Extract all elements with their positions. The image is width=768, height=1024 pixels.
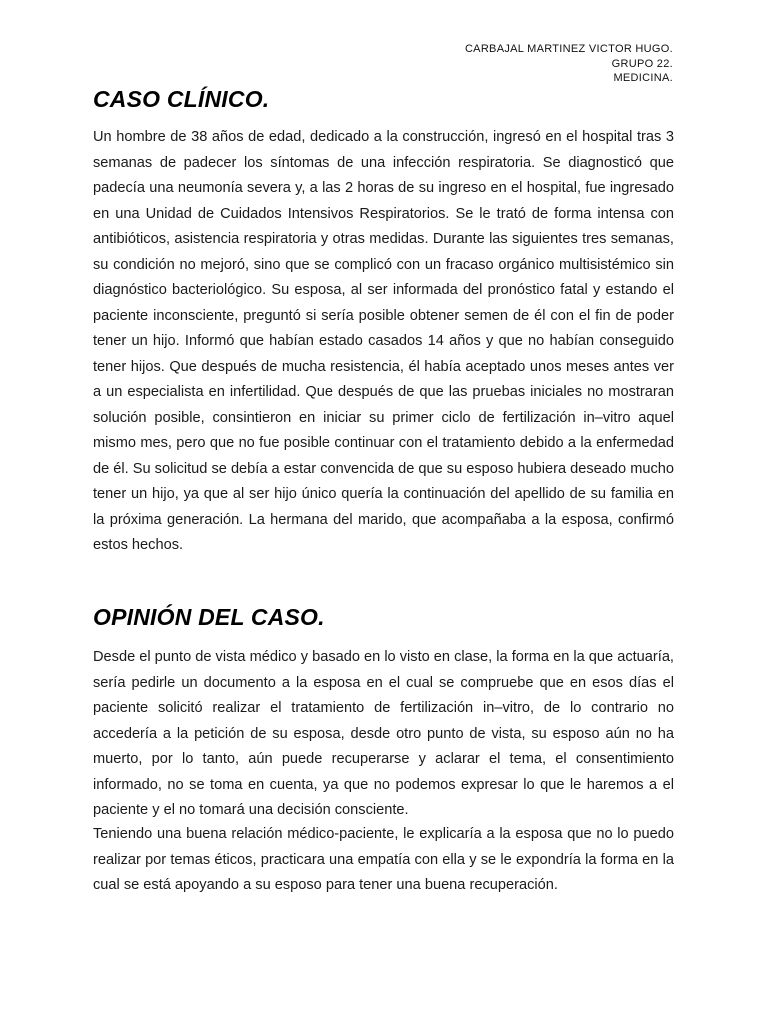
author-header bbox=[465, 42, 673, 86]
heading-caso-clinico: CASO CLÍNICO. bbox=[93, 86, 270, 112]
subject-label: MEDICINA. bbox=[613, 72, 673, 84]
heading-opinion-del-caso: OPINIÓN DEL CASO. bbox=[93, 604, 325, 630]
paragraph-opinion-1: Desde el punto de vista médico y basado en lo visto en clase, la forma en la que actuaría, sería pedirle un documento a la esposa en el cual se compruebe que en esos días el paciente solicitó realizar el tratamiento de fertilización in–vitro, de lo contrario no accedería a la petición de su esposa, desde otro punto de vista, su esposo aún no ha muerto, por lo tanto, aún puede recuperarse y aclarar el tema, el consentimiento informado, no se toma en cuenta, ya que no podemos expresar lo que le haremos a el paciente y el no tomará una decisión consciente. bbox=[93, 649, 674, 818]
group-label: GRUPO 22. bbox=[611, 57, 673, 70]
paragraph-caso-clinico: Un hombre de 38 años de edad, dedicado a la construcción, ingresó en el hospital tras 3 semanas de padecer los síntomas de una infección respiratoria. Se diagnosticó que padecía una neumonía severa y, a las 2 horas de su ingreso en el hospital, fue ingresado en una Unidad de Cuidados Intensivos Respiratorios. Se le trató de forma intensa con antibióticos, asistencia respiratoria y otras medidas. Durante las siguientes tres semanas, su condición no mejoró, sino que se complicó con un fracaso orgánico multisistémico sin diagnóstico bacteriológico. Su esposa, al ser informada del pronóstico fatal y estando el paciente inconsciente, preguntó si sería posible obtener semen de él con el fin de poder tener un hijo. Informó que habían estado casados 14 años y que no habían conseguido tener hijos. Que después de mucha resistencia, él había aceptado unos meses antes ver a un especialista en infertilidad. Que después de que las pruebas iniciales no mostraran solución posible, consintieron en iniciar su primer ciclo de fertilización in–vitro aquel mismo mes, pero que no fue posible continuar con el tratamiento debido a la enfermedad de él. Su solicitud se debía a estar convencida de que su esposo hubiera deseado mucho tener un hijo, ya que al ser hijo único quería la continuación del apellido de su familia en la próxima generación. La hermana del marido, que acompañaba a la esposa, confirmó estos hechos. bbox=[93, 129, 674, 553]
paragraph-opinion-2: Teniendo una buena relación médico-paciente, le explicaría a la esposa que no lo puedo realizar por temas éticos, practicara una empatía con ella y se le expondría la forma en la cual se está apoyando a su esposo para tener una buena recuperación. bbox=[93, 826, 674, 893]
author-name: CARBAJAL MARTINEZ VICTOR HUGO. bbox=[464, 43, 673, 55]
